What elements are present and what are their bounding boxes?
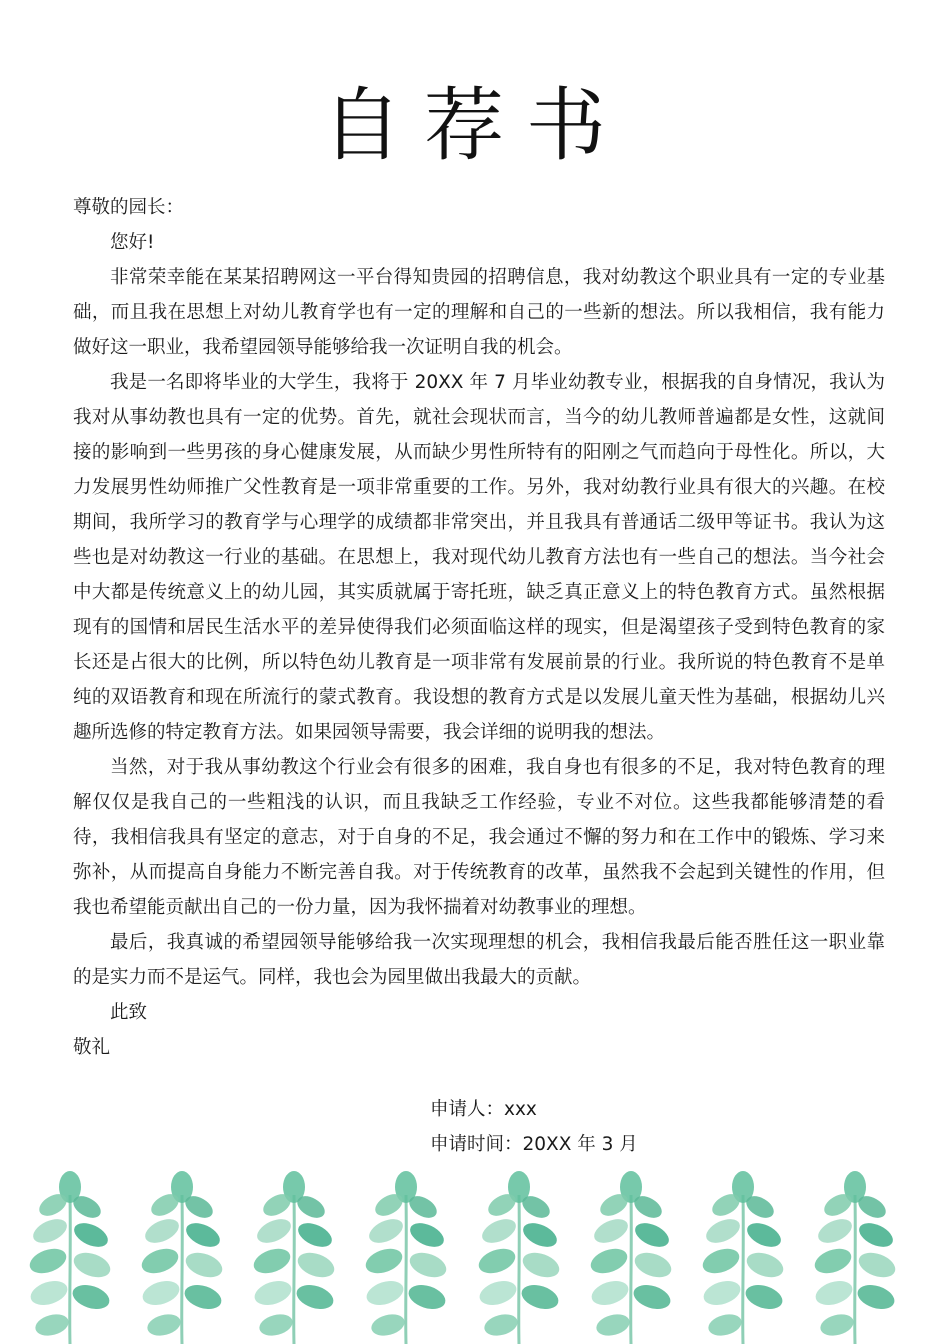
page-title: 自荐书 xyxy=(322,79,628,172)
signature-block xyxy=(430,1092,638,1162)
paragraph-2: 我是一名即将毕业的大学生，我将于 20XX 年 7 月毕业幼教专业，根据我的自身情况，我认为我对从事幼教也具有一定的优势。首先，就社会现状而言，当今的幼儿教师普遍都是女性，这就间接的影响到一些男孩的身心健康发展，从而缺少男性所特有的阳刚之气而趋向于母性化。所以，大力发展男性幼师推广父性教育是一项非常重要的工作。另外，我对幼教行业具有很大的兴趣。在校期间，我所学习的教育学与心理学的成绩都非常突出，并且我具有普通话二级甲等证书。我认为这些也是对幼教这一行业的基础。在思想上，我对现代幼儿教育方法也有一些自己的想法。当今社会中大都是传统意义上的幼儿园，其实质就属于寄托班，缺乏真正意义上的特色教育方式。虽然根据现有的国情和居民生活水平的差异使得我们必须面临这样的现实，但是渴望孩子受到特色教育的家长还是占很大的比例，所以特色幼儿教育是一项非常有发展前景的行业。我所说的特色教育不是单纯的双语教育和现在所流行的蒙式教育。我设想的教育方式是以发展儿童天性为基础，根据幼儿兴趣所选修的特定教育方法。如果园领导需要，我会详细的说明我的想法。 xyxy=(73,372,885,743)
date-line: 申请时间：20XX 年 3 月 xyxy=(430,1134,638,1155)
salutation: 尊敬的园长： xyxy=(73,197,185,218)
leaf-sprig-icon xyxy=(810,1165,900,1344)
applicant-line: 申请人：xxx xyxy=(430,1099,537,1120)
leaf-sprig-icon xyxy=(361,1165,451,1344)
leaf-sprig-icon xyxy=(586,1165,676,1344)
leaf-sprig-icon xyxy=(249,1165,339,1344)
closing-salute: 敬礼 xyxy=(73,1037,111,1058)
letter-body xyxy=(73,190,885,1065)
leaf-sprig-icon xyxy=(137,1165,227,1344)
greeting: 您好! xyxy=(110,232,155,253)
leaf-sprig-icon xyxy=(698,1165,788,1344)
leaf-decoration-row xyxy=(0,1165,950,1344)
closing-regards: 此致 xyxy=(110,1002,148,1023)
paragraph-4: 最后，我真诚的希望园领导能够给我一次实现理想的机会，我相信我最后能否胜任这一职业靠的是实力而不是运气。同样，我也会为园里做出我最大的贡献。 xyxy=(73,932,885,988)
paragraph-1: 非常荣幸能在某某招聘网这一平台得知贵园的招聘信息，我对幼教这个职业具有一定的专业基础，而且我在思想上对幼儿教育学也有一定的理解和自己的一些新的想法。所以我相信，我有能力做好这一职业，我希望园领导能够给我一次证明自我的机会。 xyxy=(73,267,885,358)
paragraph-3: 当然，对于我从事幼教这个行业会有很多的困难，我自身也有很多的不足，我对特色教育的理解仅仅是我自己的一些粗浅的认识，而且我缺乏工作经验，专业不对位。这些我都能够清楚的看待，我相信我具有坚定的意志，对于自身的不足，我会通过不懈的努力和在工作中的锻炼、学习来弥补，从而提高自身能力不断完善自我。对于传统教育的改革，虽然我不会起到关键性的作用，但我也希望能贡献出自己的一份力量，因为我怀揣着对幼教事业的理想。 xyxy=(73,757,885,918)
leaf-sprig-icon xyxy=(474,1165,564,1344)
leaf-sprig-icon xyxy=(25,1165,115,1344)
